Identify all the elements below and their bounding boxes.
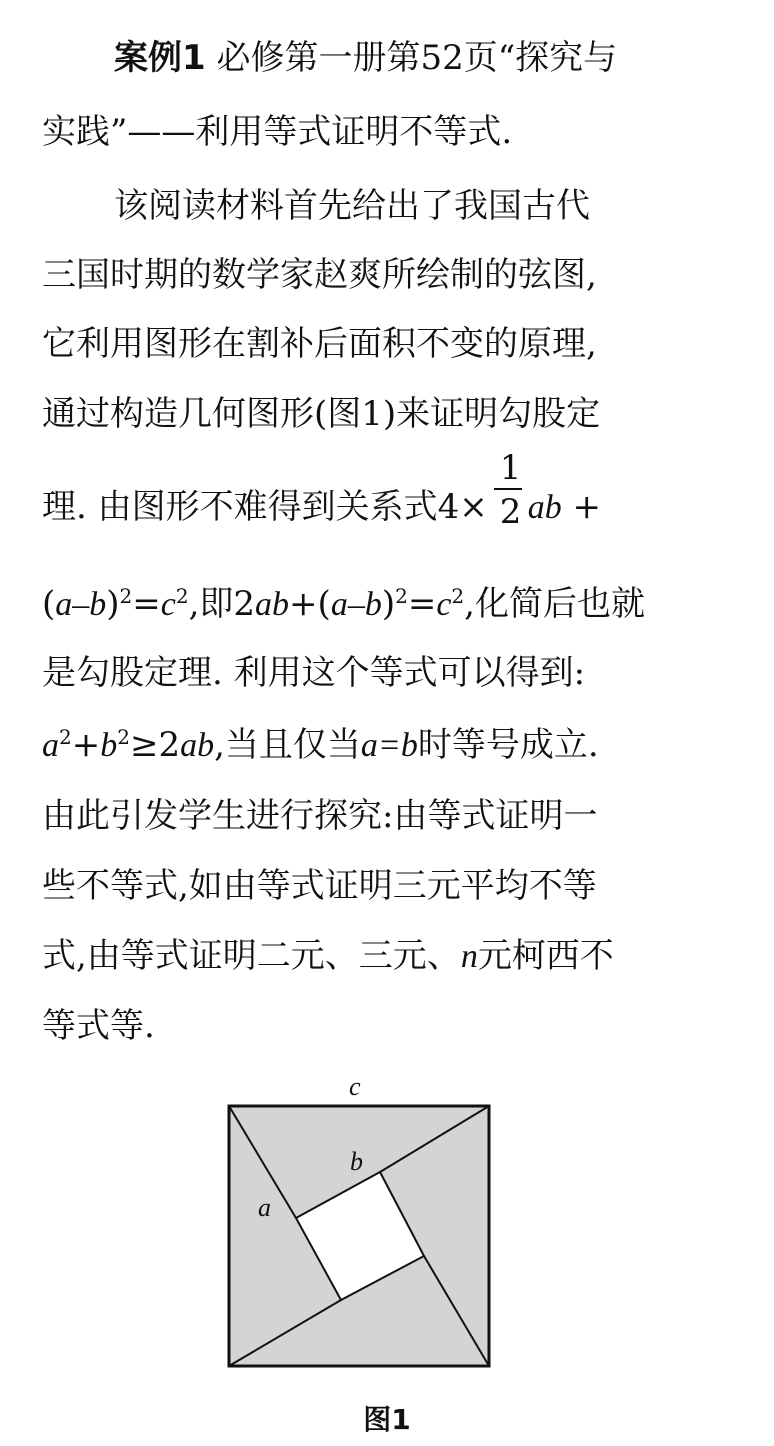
math-ab: ab [255,586,290,623]
math-equals: = [132,584,161,624]
superscript: 2 [117,725,130,749]
case-label: 案例1 [114,38,206,78]
superscript: 2 [119,584,133,608]
para-line-8-tail: 时等号成立. [417,725,599,765]
para-line-5-text: 理. 由图形不难得到关系式4× [42,487,488,527]
math-ab: ab [180,727,215,764]
fraction-denominator: 2 [499,492,522,532]
math-n: n [460,938,478,975]
paren-close: ) [381,584,396,624]
math-c: c [160,586,176,623]
superscript: 2 [175,584,189,608]
para-line-8-text: ,当且仅当 [214,725,361,765]
label-b: b [350,1147,363,1176]
math-a-equals-b: a=b [360,727,418,764]
math-a: a [42,727,59,764]
math-plus: + [71,725,101,765]
para-line-9: 由此引发学生进行探究:由等式证明一 [42,796,598,836]
math-geq-2: ≥2 [129,725,181,765]
para-line-3: 它利用图形在割补后面积不变的原理, [42,324,597,364]
math-c: c [436,586,452,623]
case-title-cont: 实践”——利用等式证明不等式. [42,112,513,152]
label-a: a [258,1193,271,1222]
math-plus: + [561,487,602,527]
para-line-6-text: ,化简后也就 [464,584,645,624]
para-line-11-tail: 元柯西不 [477,936,614,976]
math-plus-paren: +( [289,584,331,624]
paren-close: ) [106,584,120,624]
para-line-10: 些不等式,如由等式证明三元平均不等 [42,866,597,906]
label-c: c [349,1072,361,1101]
para-line-11-text: 式,由等式证明二元、三元、 [42,936,461,976]
figure-caption: 图1 [363,1403,411,1436]
superscript: 2 [451,584,465,608]
superscript: 2 [59,725,72,749]
superscript: 2 [395,584,408,608]
math-a-minus-b: a–b [330,586,382,623]
text-ji-2: ,即2 [188,584,256,624]
math-equals: = [407,584,437,624]
para-line-4: 通过构造几何图形(图1)来证明勾股定 [42,394,601,434]
para-line-2: 三国时期的数学家赵爽所绘制的弦图, [42,255,597,295]
math-b: b [100,727,118,764]
para-line-7: 是勾股定理. 利用这个等式可以得到: [42,653,586,693]
para-line-1: 该阅读材料首先给出了我国古代 [114,186,590,226]
fraction-numerator: 1 [499,448,522,488]
para-line-12: 等式等. [42,1006,155,1046]
case-title: 必修第一册第52页“探究与 [216,38,618,78]
math-a-minus-b: a–b [55,586,107,623]
math-ab: ab [527,489,562,526]
paren-open: ( [42,584,56,624]
